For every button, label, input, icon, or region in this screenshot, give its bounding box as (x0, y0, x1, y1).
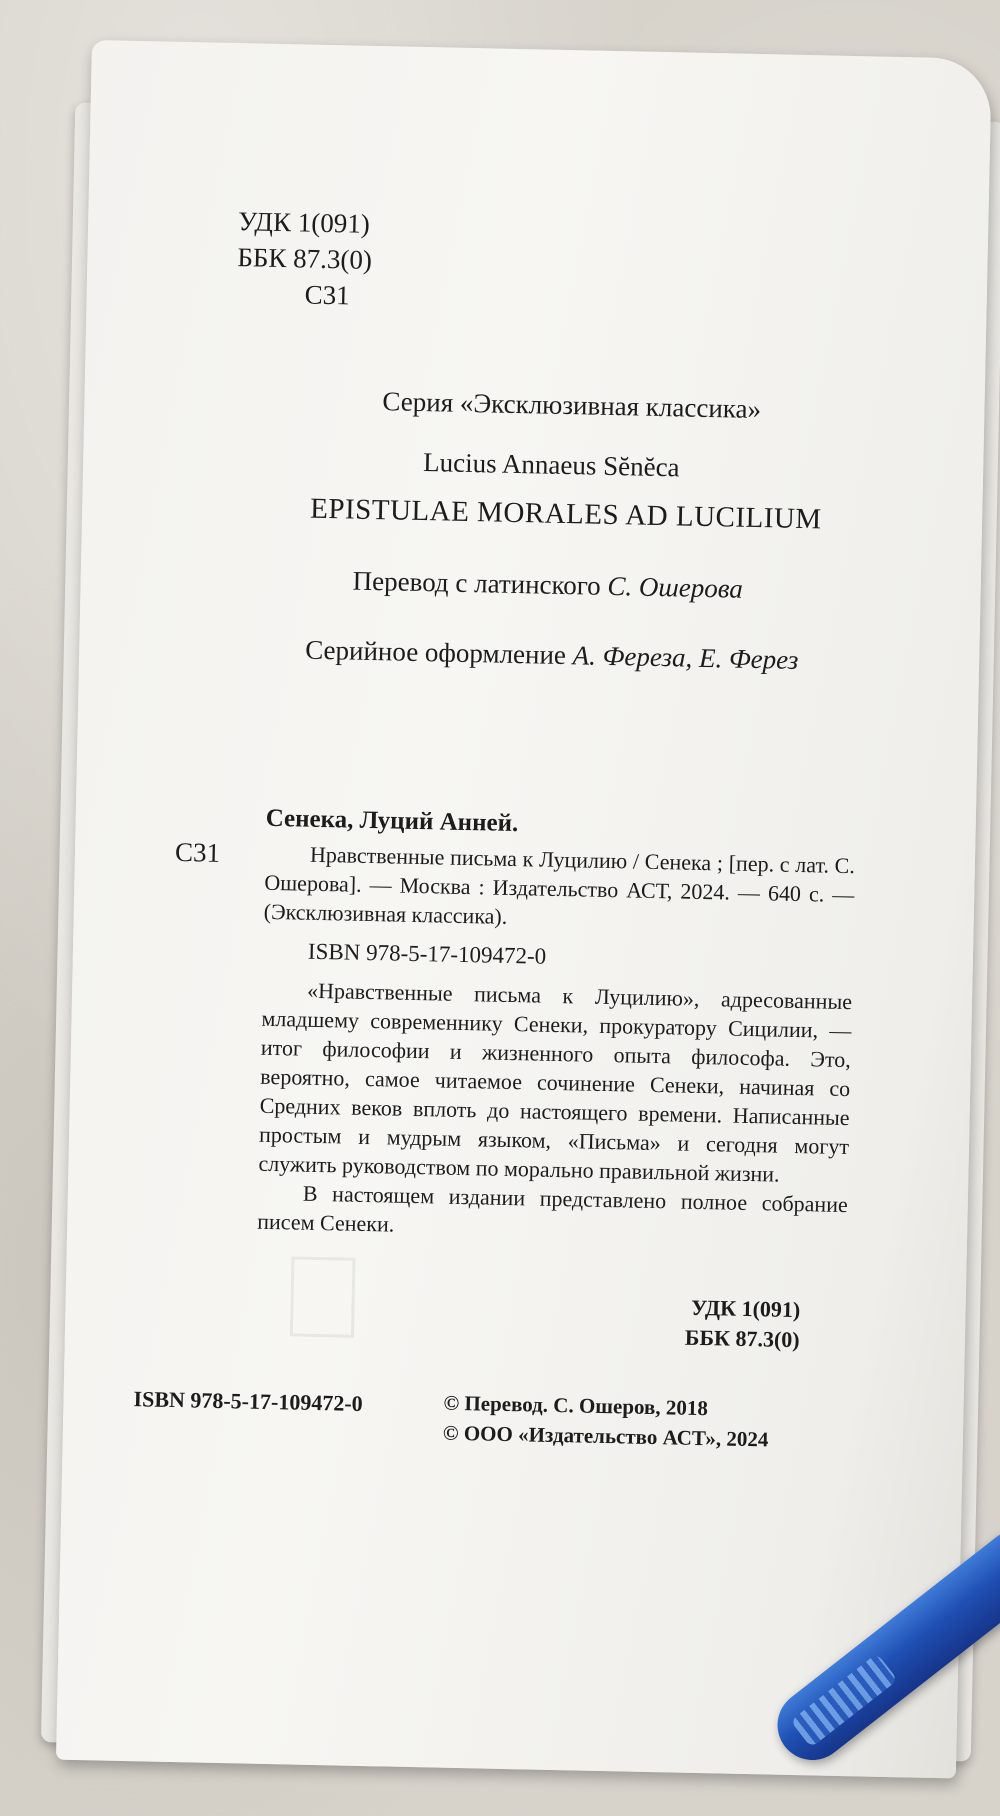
copyright-translation: © Перевод. С. Ошеров, 2018 (443, 1390, 709, 1421)
design-prefix: Серийное оформление (304, 634, 574, 671)
card-heading: Сенека, Луций Анней. (265, 804, 519, 838)
copyright-publisher: © ООО «Издательство АСТ», 2024 (442, 1420, 769, 1452)
book-page (56, 40, 992, 1778)
bbk-code: ББК 87.3(0) (237, 242, 373, 275)
copyright-block (443, 1388, 770, 1455)
footer-udk: УДК 1(091) (690, 1294, 801, 1323)
footer-classification (685, 1293, 801, 1355)
series-line: Серия «Эксклюзивная классика» (382, 386, 762, 425)
footer-isbn: ISBN 978-5-17-109472-0 (133, 1386, 363, 1416)
udk-code: УДК 1(091) (237, 206, 371, 239)
card-bibliographic: Нравственные письма к Луцилию / Сенека ; [пер. с лат. С. Ошерова]. — Москва : Издательство АСТ, 2024. — 640 с. — (Эксклюзивная классика). (263, 841, 856, 929)
card-annotation-2: В настоящем издании представлено полное собрание писем Сенеки. (257, 1180, 849, 1237)
card-isbn: ISBN 978-5-17-109472-0 (307, 938, 547, 969)
card-author-mark: С31 (174, 836, 221, 868)
design-credit (305, 635, 799, 676)
title-latin: EPISTULAE MORALES AD LUCILIUM (309, 492, 822, 536)
faded-logo-icon (290, 1256, 356, 1337)
translation-prefix: Перевод с латинского (352, 565, 608, 601)
classification-block (236, 203, 373, 314)
author-mark: С31 (304, 279, 351, 311)
author-latin: Lucius Annaeus Sĕnĕca (422, 447, 680, 483)
footer-bbk: ББК 87.3(0) (684, 1324, 800, 1353)
catalog-card (257, 804, 856, 1248)
card-annotation-1: «Нравственные письма к Луцилию», адресованные младшему современнику Сенеки, прокуратору Сицилии, — итог философии и жизненного опыта философа. Это, вероятно, самое читаемое сочинение Сенеки, начиная со Средних веков вплоть до настоящего времени. Написанные простым и мудрым языком, «Письма» и сегодня могут служить руководством по морально правильной жизни. (258, 977, 853, 1187)
translator-name: С. Ошерова (607, 570, 744, 604)
designer-names: А. Фереза, Е. Ферез (572, 640, 799, 675)
translation-credit (352, 566, 743, 605)
